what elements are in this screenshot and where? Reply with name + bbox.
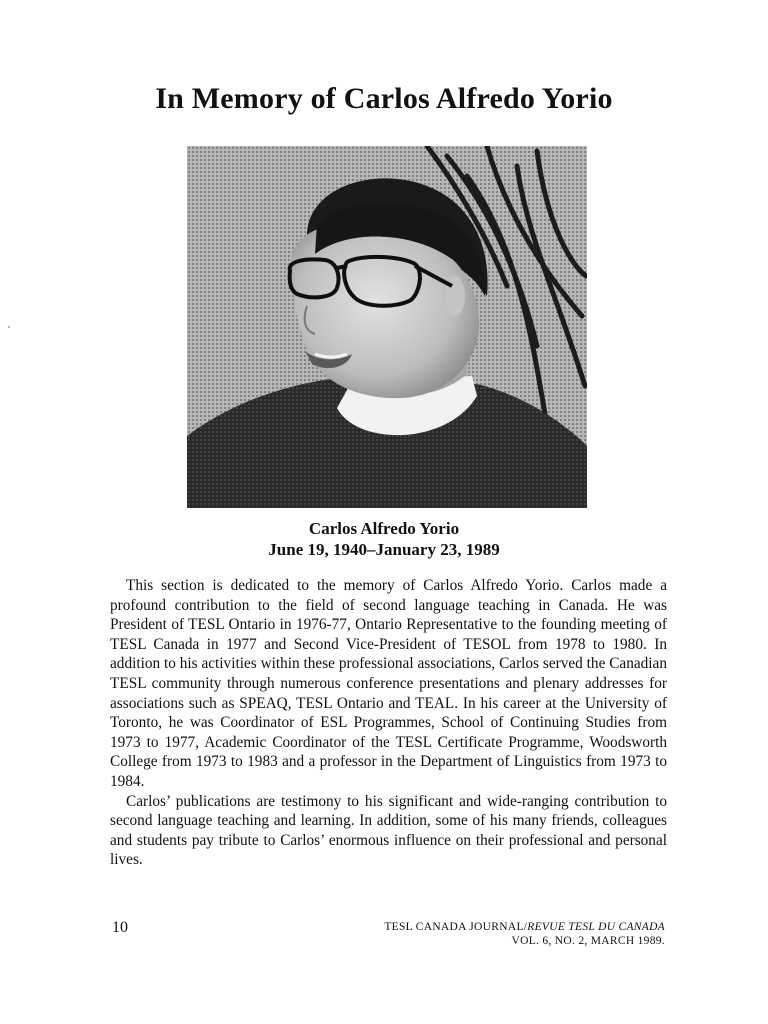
photo-caption xyxy=(0,518,768,560)
journal-name-fr: REVUE TESL DU CANADA xyxy=(527,921,665,933)
journal-footer xyxy=(384,920,665,948)
journal-issue: VOL. 6, NO. 2, MARCH 1989. xyxy=(511,935,665,947)
paragraph-1: This section is dedicated to the memory of Carlos Alfredo Yorio. Carlos made a profound contribution to the field of second language teaching in Canada. He was President of TESL Ontario in 1976-77, Ontario Representative to the founding meeting of TESL Canada in 1977 and Second Vice-President of TESOL from 1978 to 1980. In addition to his activities within these professional associations, Carlos served the Canadian TESL community through numerous conference presentations and plenary addresses for associations such as SPEAQ, TESL Ontario and TEAL. In his career at the University of Toronto, he was Coordinator of ESL Programmes, School of Continuing Studies from 1973 to 1977, Academic Coordinator of the TESL Certificate Programme, Woodsworth College from 1973 to 1983 and a professor in the Department of Linguistics from 1973 to 1984. xyxy=(110,577,667,790)
portrait-photo xyxy=(187,146,587,508)
caption-dates: June 19, 1940–January 23, 1989 xyxy=(268,540,500,559)
journal-name: TESL CANADA JOURNAL/ xyxy=(384,921,528,933)
journal-title-line xyxy=(384,920,665,934)
caption-name: Carlos Alfredo Yorio xyxy=(308,519,460,538)
article-body xyxy=(110,576,667,870)
scan-mark xyxy=(8,326,10,328)
page-title: In Memory of Carlos Alfredo Yorio xyxy=(155,82,613,115)
paragraph-2: Carlos’ publications are testimony to his significant and wide-ranging contribution to second language teaching and learning. In addition, some of his many friends, colleagues and students pay tribute to Carlos’ enormous influence on their professional and personal lives. xyxy=(110,792,667,869)
page-number: 10 xyxy=(112,919,128,936)
